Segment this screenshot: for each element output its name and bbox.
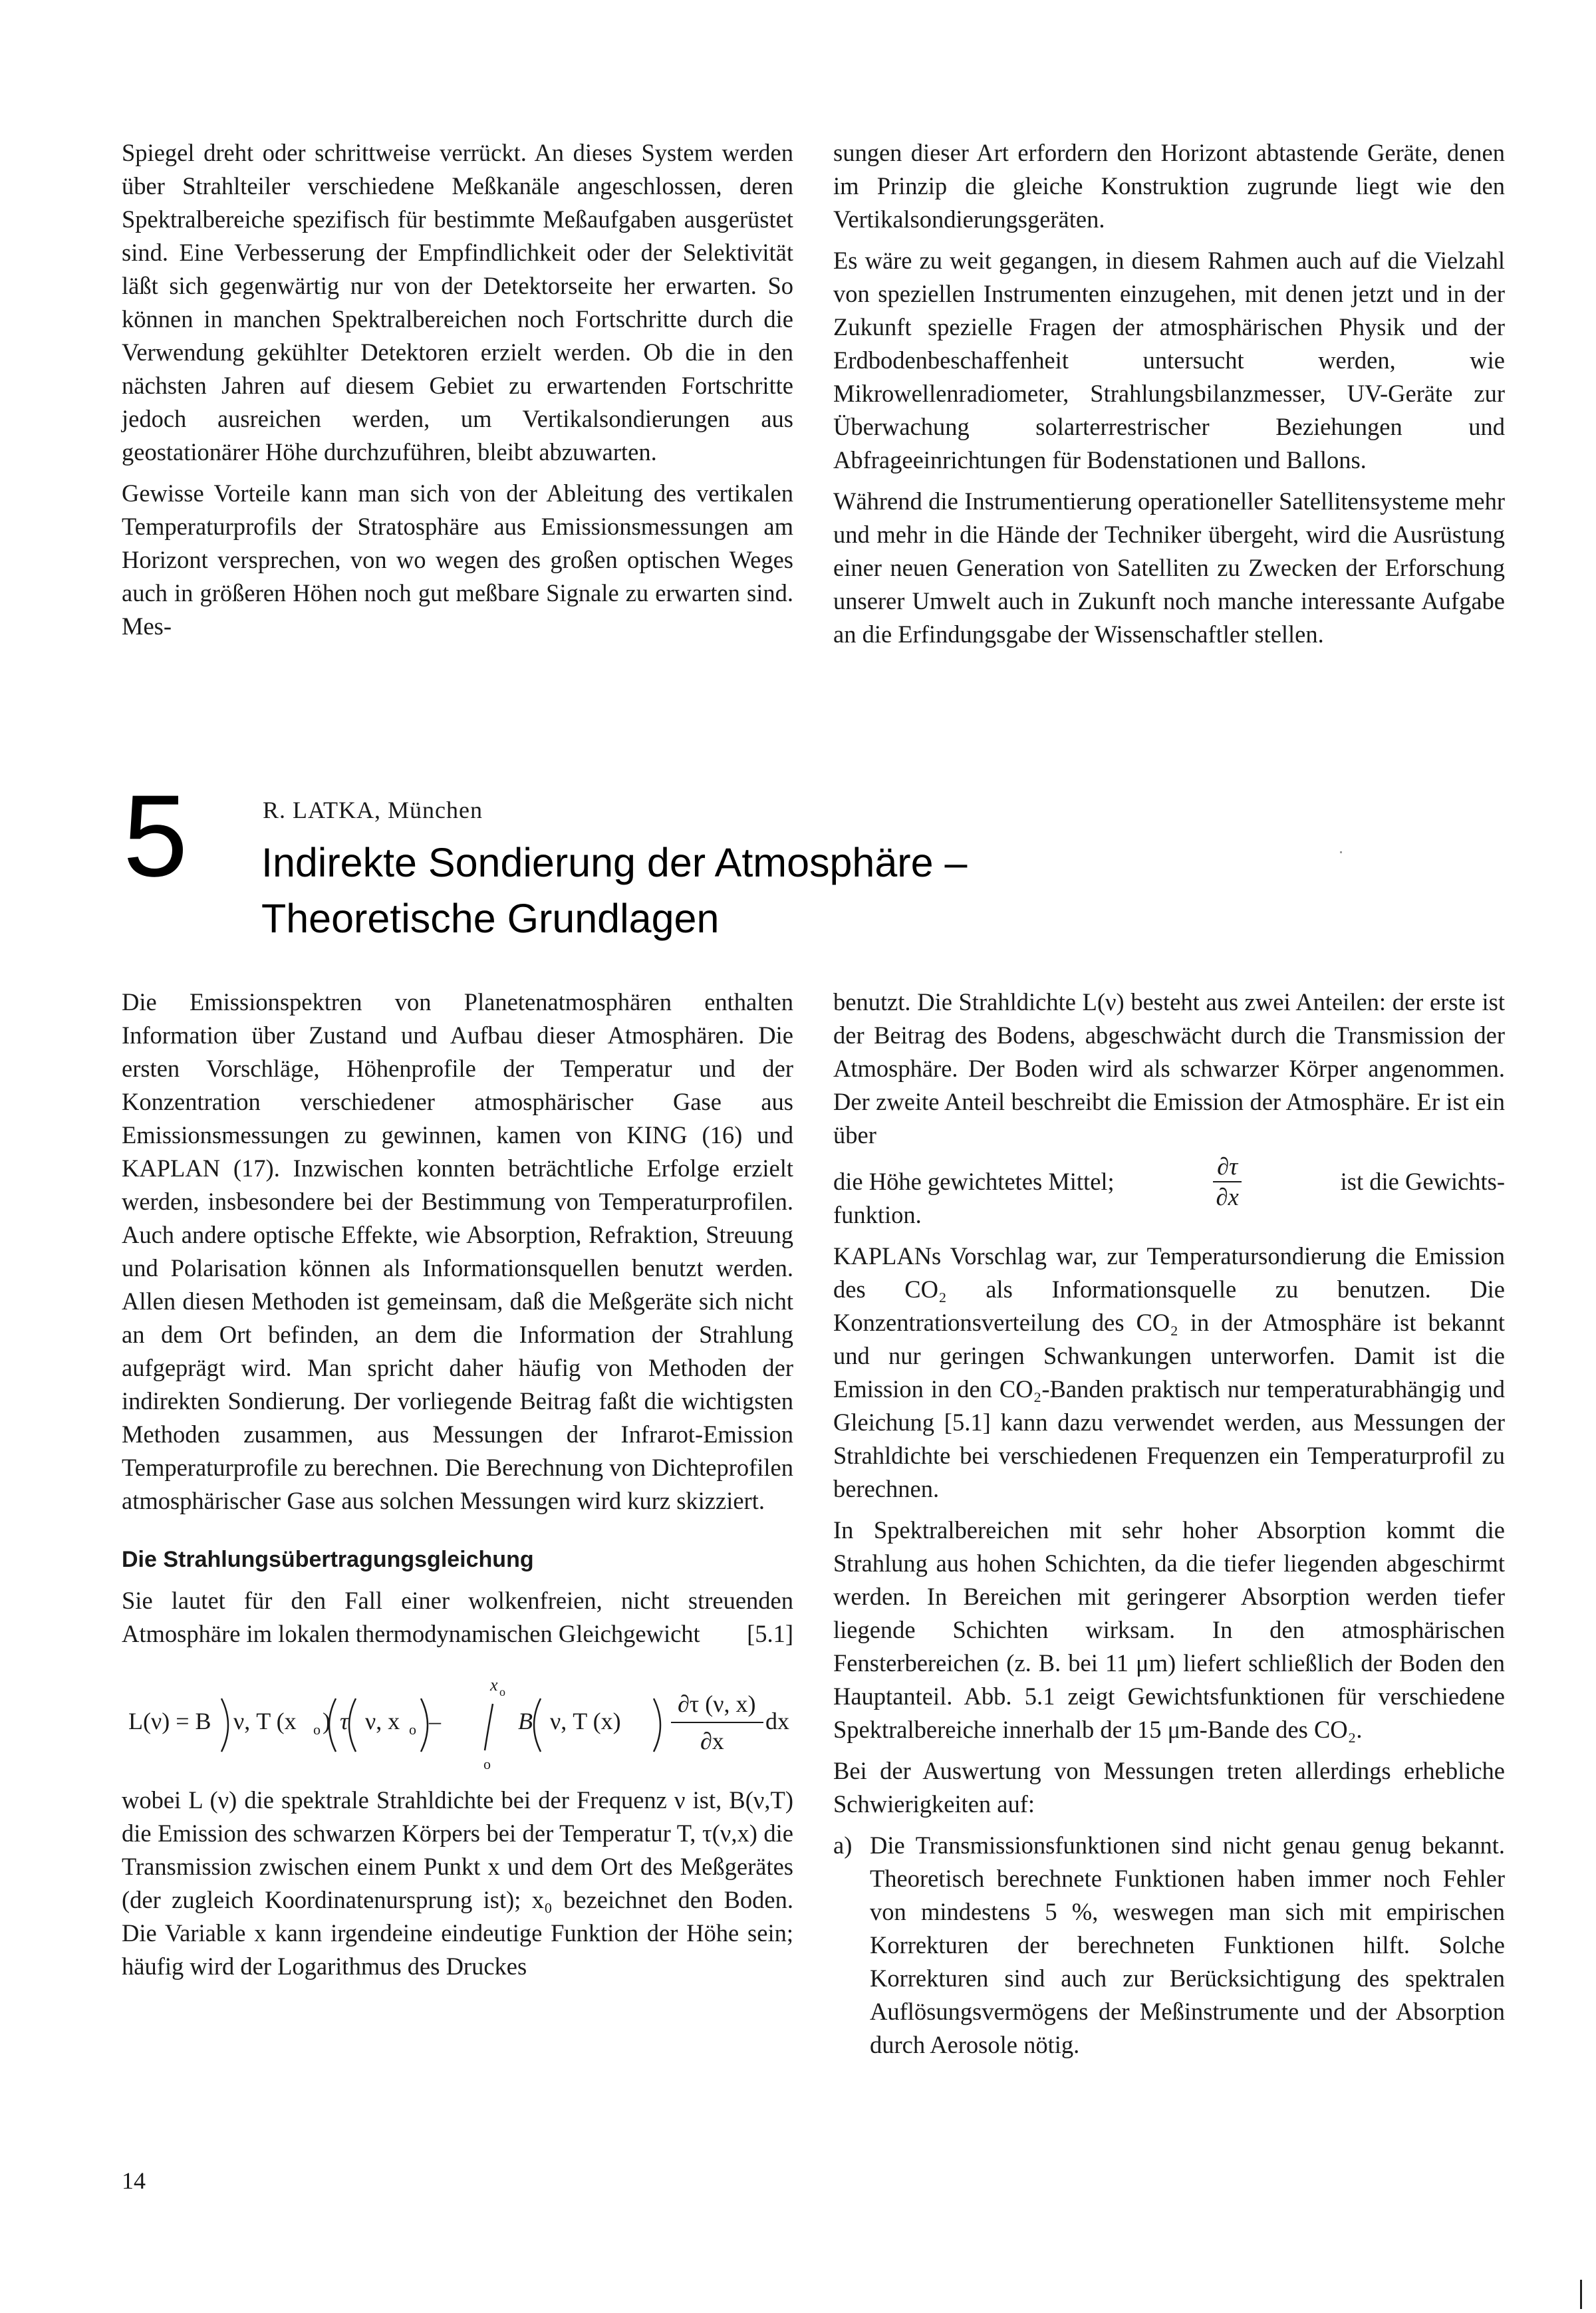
page-number: 14 (122, 2167, 146, 2194)
scan-speck (1340, 851, 1342, 853)
list-item (833, 1829, 1505, 2062)
chapter-title-line-1: Indirekte Sondierung der Atmosphäre – (261, 840, 968, 885)
chapter-title (261, 835, 1192, 946)
eq-paren (349, 1699, 356, 1752)
fraction-numerator: ∂τ (1213, 1152, 1242, 1182)
eq-paren (221, 1699, 228, 1752)
text-run: die Höhe gewichtetes Mittel; (833, 1168, 1115, 1195)
text-run: ist die Gewichts- (1340, 1168, 1505, 1195)
chapter-number: 5 (123, 771, 188, 901)
intro-paragraph: Die Emissionspektren von Planetenatmosphären enthalten Information über Zustand und Aufbau dieser Atmosphären. Die ersten Vorschläge, Höhenprofile der Temperatur und der Konzentration verschiedener atmosphärischer Gase aus Emissionsmessungen zu gewinnen, kamen von KING (16) und KAPLAN (17). Inzwischen konnten beträchtliche Erfolge erzielt werden, insbesondere bei der Bestimmung von Temperaturprofilen. Auch andere optische Effekte, wie Absorption, Refraktion, Streuung und Polarisation können als Informationsquellen benutzt werden. Allen diesen Methoden ist gemeinsam, daß die Meßgeräte sich nicht an dem Ort befinden, an dem die Information der Strahlung aufgeprägt wird. Man spricht daher häufig von Methoden der indirekten Sondierung. Der vorliegende Beitrag faßt die wichtigsten Methoden zusammen, aus Messungen der Infrarot-Emission Temperaturprofile zu berechnen. Die Berechnung von Dichteprofilen atmosphärischer Gase aus solchen Messungen wird kurz skizziert. (122, 988, 793, 1514)
equation-number: [5.1] (747, 1620, 793, 1647)
equation-intro: Sie lautet für den Fall einer wolkenfreien, nicht streuenden Atmosphäre im lokalen thermodynamischen Gleichgewicht (122, 1587, 793, 1647)
list-text: Die Transmissionsfunktionen sind nicht genau genug bekannt. Theoretisch berechnete Funktionen haben immer noch Fehler von mindestens 5 %, weswegen man sich mit empirischen Korrekturen der berechneten Funktionen hilft. Solche Korrekturen sind auch zur Berücksichtigung des spektralen Auflösungsvermögens der Meßinstrumente und der Absorption durch Aerosole nötig. (870, 1832, 1505, 2058)
eq-int-upper-sub: o (499, 1685, 505, 1699)
paragraph: Bei der Auswertung von Messungen treten allerdings erhebliche Schwierigkeiten auf: (833, 1757, 1505, 1818)
body-left-column (122, 986, 793, 1991)
paragraph: Spiegel dreht oder schrittweise verrückt. An dieses System werden über Strahlteiler verschiedene Meßkanäle angeschlossen, deren Spektralbereiche spezifisch für bestimmte Meßaufgaben ausgerüstet sind. Eine Verbesserung der Empfindlichkeit oder der Selektivität läßt sich gegenwärtig nur von der Detektorseite her erwarten. So können in manchen Spektralbereichen noch Fortschritte durch die Verwendung gekühlter Detektoren erzielt werden. Ob die in den nächsten Jahren auf diesem Gebiet zu erwartenden Fortschritte jedoch ausreichen werden, um Vertikalsondierungen aus geostationärer Höhe durchzuführen, bleibt abzuwarten. (122, 139, 793, 466)
eq-frac-num: ∂τ (ν, x) (678, 1691, 756, 1717)
eq-dx: dx (765, 1708, 789, 1734)
eq-int-lower: o (483, 1756, 491, 1772)
top-left-column (122, 136, 793, 651)
paragraph: Gewisse Vorteile kann man sich von der Ableitung des vertikalen Temperaturprofils der Stratosphäre aus Emissionsmessungen am Horizont versprechen, von wo wegen des großen optischen Weges auch in größeren Höhen noch gut meßbare Signale zu erwarten sind. Mes- (122, 479, 793, 640)
chapter-author: R. LATKA, München (263, 797, 483, 823)
eq-paren (534, 1699, 541, 1752)
section-heading: Die Strahlungsübertragungsgleichung (122, 1547, 534, 1572)
weight-fraction (1213, 1152, 1242, 1212)
eq-frac-den: ∂x (700, 1728, 724, 1754)
eq-term3: ν, T (x) (550, 1708, 621, 1734)
eq-term1-close: ) (323, 1708, 331, 1734)
chapter-title-line-2: Theoretische Grundlagen (261, 896, 720, 941)
list-marker: a) (833, 1832, 853, 1859)
paragraph: benutzt. Die Strahldichte L(ν) besteht aus zwei Anteilen: der erste ist der Beitrag des Bodens, abgeschwächt durch die Transmission der Atmosphäre. Der Boden wird als schwarzer Körper angenommen. Der zweite Anteil beschreibt die Emission der Atmosphäre. Er ist ein über (833, 988, 1505, 1149)
eq-minus: – (429, 1708, 441, 1734)
eq-paren (421, 1699, 428, 1752)
paragraph: In Spektralbereichen mit sehr hoher Absorption kommt die Strahlung aus hohen Schichten, da die tiefer liegenden abgeschirmt werden. In Bereichen mit geringerer Absorption werden tiefer liegende Schichten wirksam. In den atmosphärischen Fensterbereichen (z. B. bei 11 μm) liefert schließlich der Boden den Hauptanteil. Abb. 5.1 zeigt Gewichtsfunktionen für verschiedene Spektralbereiche innerhalb der 15 μm-Bande des CO₂. (833, 1516, 1505, 1743)
eq-tau: τ (340, 1708, 348, 1734)
body-right-column (833, 986, 1505, 2062)
paragraph: Es wäre zu weit gegangen, in diesem Rahmen auch auf die Vielzahl von speziellen Instrumenten einzugehen, mit denen jetzt und in der Zukunft spezielle Fragen der atmosphärischen Physik und der Erdbodenbeschaffenheit untersucht werden, wie Mikrowellenradiometer, Strahlungsbilanzmesser, UV-Geräte zur Überwachung solarterrestrischer Beziehungen und Abfrageeinrichtungen für Bodenstationen und Ballons. (833, 247, 1505, 474)
eq-paren (654, 1699, 660, 1752)
eq-term1: ν, T (x (233, 1708, 297, 1734)
integral-sign (485, 1704, 493, 1750)
equation-5-1 (122, 1651, 793, 1777)
paragraph: KAPLANs Vorschlag war, zur Temperatursondierung die Emission des CO₂ als Informationsquelle zu benutzen. Die Konzentrationsverteilung des CO₂ in der Atmosphäre ist bekannt und nur geringen Schwankungen unterworfen. Damit ist die Emission in den CO₂-Banden praktisch nur temperaturabhängig und Gleichung [5.1] kann dazu verwendet werden, aus Messungen der Strahldichte bei verschiedenen Frequenzen ein Temperaturprofil zu berechnen. (833, 1242, 1505, 1502)
eq-int-upper: x (490, 1675, 498, 1695)
eq-term1-sub: o (313, 1721, 321, 1738)
top-right-column (833, 136, 1505, 659)
scan-edge-mark (1580, 2280, 1582, 2309)
paragraph: Während die Instrumentierung operationeller Satellitensysteme mehr und mehr in die Hände der Techniker übergeht, wird die Ausrüstung einer neuen Generation von Satelliten zu Zwecken der Erforschung unserer Umwelt auch in Zukunft noch manche interessante Aufgabe an die Erfindungsgabe der Wissenschaftler stellen. (833, 487, 1505, 648)
eq-lhs: L(ν) = B (128, 1708, 211, 1734)
eq-term2: ν, x (365, 1708, 400, 1734)
fraction-denominator: ∂x (1216, 1183, 1239, 1210)
paragraph-end: funktion. (833, 1201, 922, 1228)
eq-term2-sub: o (409, 1721, 416, 1738)
eq-B2: B (518, 1708, 533, 1734)
equation-explanation: wobei L (ν) die spektrale Strahldichte bei der Frequenz ν ist, B(ν,T) die Emission des schwarzen Körpers bei der Temperatur T, τ(ν,x) die Transmission zwischen einem Punkt x und dem Ort des Meßgerätes (der zugleich Koordinatenursprung ist); x₀ bezeichnet den Boden. Die Variable x kann irgendeine eindeutige Funktion der Höhe sein; häufig wird der Logarithmus des Druckes (122, 1786, 793, 1980)
paragraph: sungen dieser Art erfordern den Horizont abtastende Geräte, denen im Prinzip die gleiche Konstruktion zugrunde liegt wie den Vertikalsondierungsgeräten. (833, 139, 1505, 233)
